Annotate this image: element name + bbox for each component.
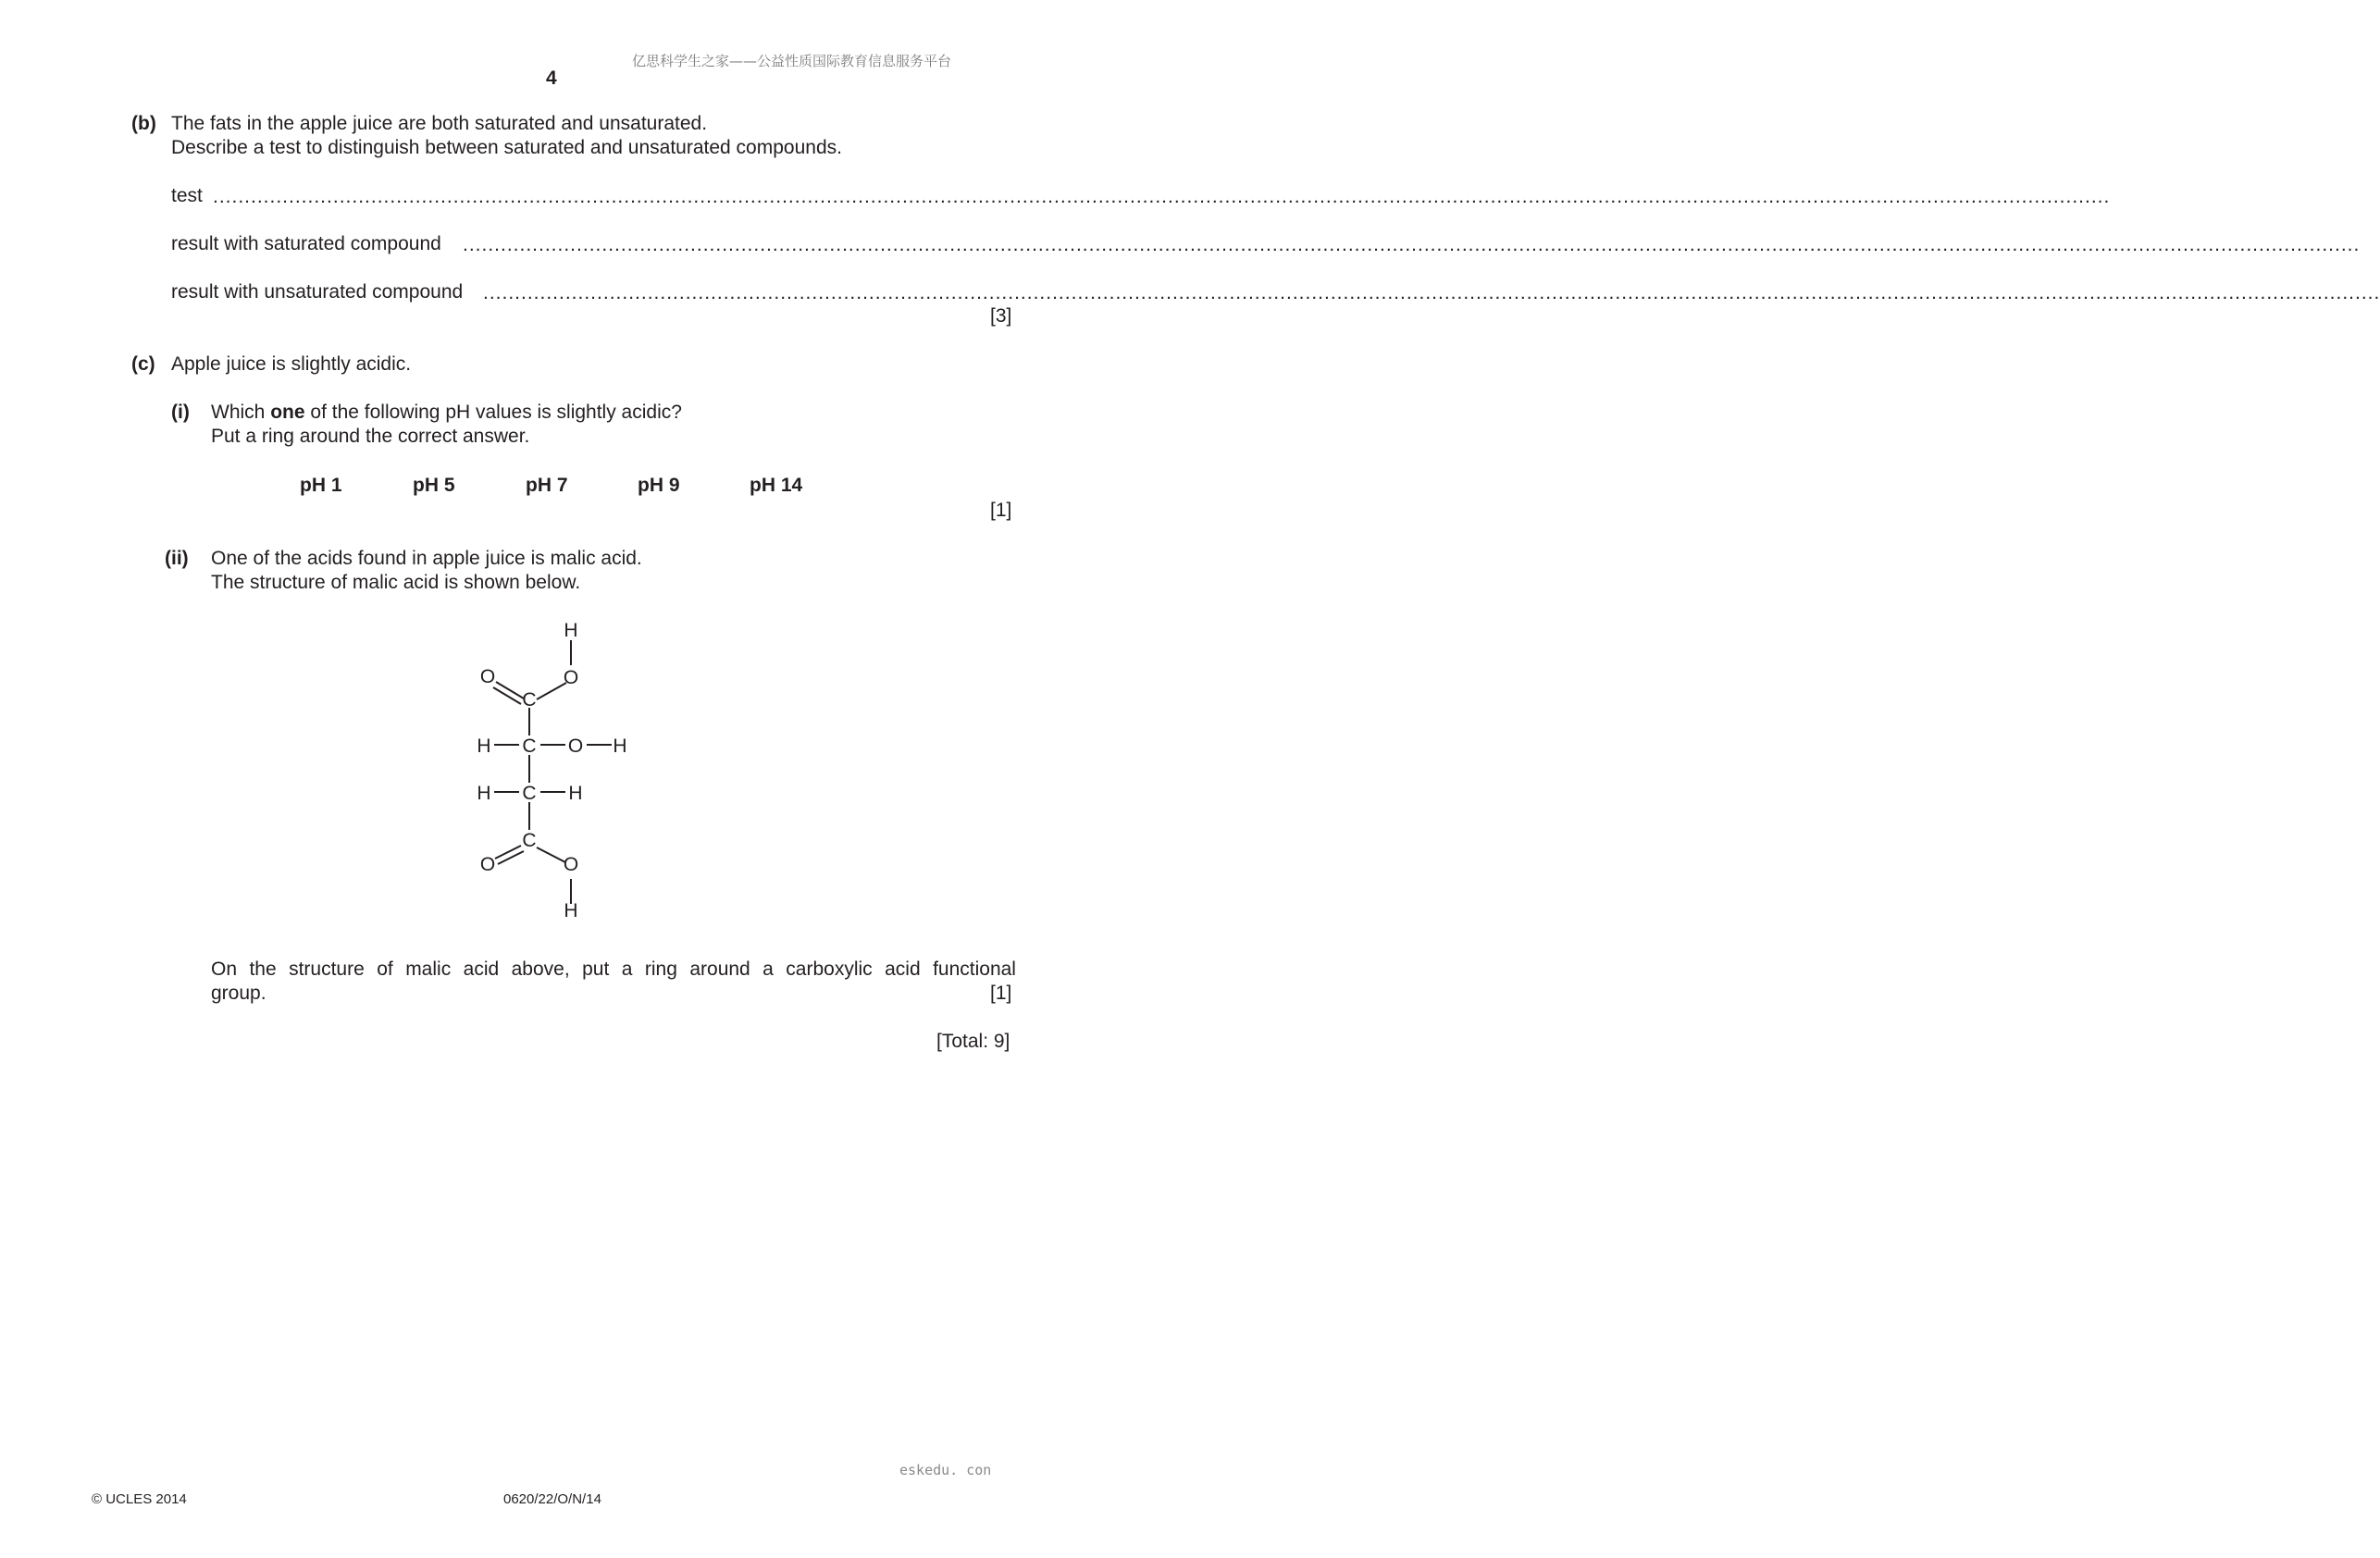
- sub-i-question-post: of the following pH values is slightly acidic?: [310, 402, 682, 423]
- part-b-marks: [3]: [990, 305, 1012, 327]
- atom-h-right-c3: H: [568, 783, 583, 804]
- sub-ii-line1: One of the acids found in apple juice is malic acid.: [211, 548, 642, 569]
- sub-ii-instruction-line1: [211, 958, 1016, 981]
- atom-h-top: H: [564, 620, 578, 641]
- word: carboxylic: [786, 958, 873, 980]
- sub-i-instruction: Put a ring around the correct answer.: [211, 426, 530, 447]
- word: On: [211, 958, 238, 980]
- bond-c1-o-double-a: [496, 682, 524, 699]
- result-saturated-label: result with saturated compound: [171, 233, 441, 254]
- word: a: [762, 958, 774, 980]
- ph-option-5[interactable]: pH 5: [413, 475, 455, 496]
- part-c-intro: Apple juice is slightly acidic.: [171, 353, 412, 375]
- total-marks: [Total: 9]: [936, 1031, 1010, 1052]
- bond-c1-o-double-b: [493, 687, 521, 704]
- bond-c4-o-double-b: [498, 851, 524, 864]
- atom-h-hydroxyl: H: [613, 736, 627, 757]
- atom-o-bottom: O: [563, 854, 579, 875]
- atom-h-left-c2: H: [477, 736, 491, 757]
- page-number: 4: [546, 68, 557, 89]
- word: ring: [644, 958, 677, 980]
- word: above,: [511, 958, 570, 980]
- sub-ii-marks: [1]: [990, 983, 1012, 1004]
- ph-option-9[interactable]: pH 9: [638, 475, 680, 496]
- atom-o-hydroxyl: O: [567, 736, 584, 757]
- bond-c4-o: [537, 847, 565, 862]
- word: functional: [933, 958, 1016, 980]
- word: acid: [463, 958, 500, 980]
- sub-i-question-pre: Which: [211, 402, 266, 423]
- word: malic: [405, 958, 452, 980]
- ph-option-7[interactable]: pH 7: [526, 475, 568, 496]
- sub-ii-line2: The structure of malic acid is shown below.: [211, 572, 581, 593]
- molecule-bonds: [493, 640, 612, 904]
- part-b-label: (b): [131, 113, 156, 134]
- part-c-label: (c): [131, 353, 155, 375]
- word: structure: [289, 958, 365, 980]
- sub-ii-label: (ii): [165, 548, 189, 569]
- word: a: [621, 958, 633, 980]
- atom-o-double-top: O: [479, 666, 496, 687]
- bond-o-c1: [537, 683, 566, 699]
- part-b-line2: Describe a test to distinguish between saturated and unsaturated compounds.: [171, 137, 842, 158]
- atom-o-double-bottom: O: [479, 854, 496, 875]
- result-unsaturated-label: result with unsaturated compound: [171, 281, 464, 303]
- atom-c2: C: [522, 736, 537, 757]
- footer-watermark: eskedu. con: [899, 1462, 992, 1478]
- sub-i-question-bold: one: [270, 402, 305, 423]
- sub-i-marks: [1]: [990, 500, 1012, 521]
- word: of: [377, 958, 393, 980]
- test-answer-line[interactable]: ............................................................................................................................................................................................................................................................................................................: [213, 186, 2111, 207]
- header-watermark: 亿思科学生之家——公益性质国际教育信息服务平台: [632, 53, 952, 69]
- atom-c4: C: [522, 830, 537, 851]
- word: the: [249, 958, 277, 980]
- word: around: [689, 958, 750, 980]
- atom-c3: C: [522, 783, 537, 804]
- part-b-line1: The fats in the apple juice are both saturated and unsaturated.: [171, 113, 708, 134]
- result-saturated-answer-line[interactable]: ............................................................................................................................................................................................................................................................................................................: [463, 234, 2361, 255]
- word: acid: [885, 958, 921, 980]
- ph-option-14[interactable]: pH 14: [750, 475, 803, 496]
- word: put: [582, 958, 610, 980]
- atom-c1: C: [522, 689, 537, 711]
- test-label: test: [171, 185, 203, 206]
- atom-h-left-c3: H: [477, 783, 491, 804]
- bond-c4-o-double-a: [495, 846, 521, 859]
- ph-option-1[interactable]: pH 1: [300, 475, 342, 496]
- footer-code: 0620/22/O/N/14: [503, 1491, 601, 1507]
- atom-h-bottom: H: [564, 900, 578, 921]
- sub-i-label: (i): [171, 402, 190, 423]
- sub-ii-instruction-line2: group.: [211, 983, 267, 1004]
- atom-o-top: O: [563, 667, 579, 688]
- molecule-atoms: [477, 620, 626, 921]
- footer-copyright: © UCLES 2014: [92, 1491, 187, 1507]
- result-unsaturated-answer-line[interactable]: ............................................................................................................................................................................................................................................................................................................: [483, 282, 2380, 303]
